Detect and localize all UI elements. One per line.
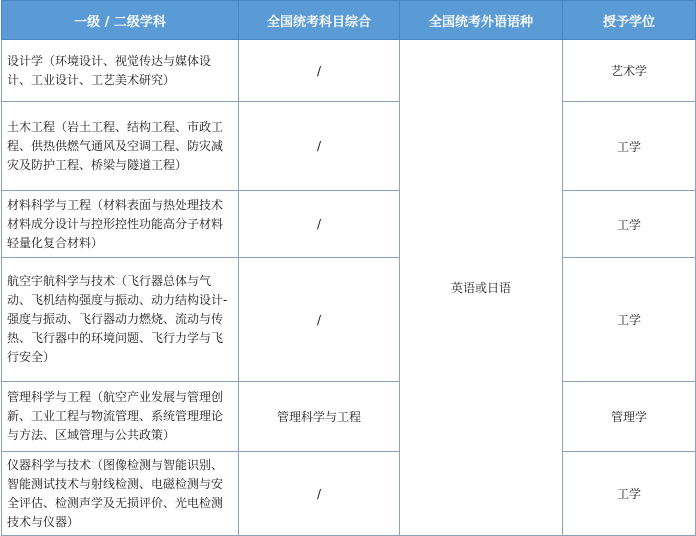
exam-cell: / xyxy=(239,102,400,191)
degree-cell: 管理学 xyxy=(563,382,696,452)
degree-cell: 工学 xyxy=(563,191,696,258)
header-degree: 授予学位 xyxy=(563,1,696,40)
exam-cell: 管理科学与工程 xyxy=(239,382,400,452)
header-exam-subject: 全国统考科目综合 xyxy=(239,1,400,40)
degree-cell: 工学 xyxy=(563,452,696,536)
header-discipline: 一级 / 二级学科 xyxy=(2,1,239,40)
discipline-cell: 土木工程（岩土工程、结构工程、市政工程、供热供燃气通风及空调工程、防灾减灾及防护工程、桥梁与隧道工程） xyxy=(2,102,239,191)
table-row xyxy=(2,382,696,452)
header-foreign-language: 全国统考外语语种 xyxy=(400,1,563,40)
table-row xyxy=(2,452,696,536)
degree-cell: 艺术学 xyxy=(563,40,696,102)
discipline-cell: 材料科学与工程（材料表面与热处理技术材料成分设计与控形控性功能高分子材料轻量化复合材料） xyxy=(2,191,239,258)
exam-cell: / xyxy=(239,191,400,258)
exam-cell: / xyxy=(239,452,400,536)
table-row xyxy=(2,191,696,258)
header-row xyxy=(2,1,696,40)
degree-cell: 工学 xyxy=(563,258,696,382)
degree-cell: 工学 xyxy=(563,102,696,191)
table-row xyxy=(2,40,696,102)
exam-cell: / xyxy=(239,258,400,382)
discipline-cell: 管理科学与工程（航空产业发展与管理创新、工业工程与物流管理、系统管理理论与方法、区域管理与公共政策） xyxy=(2,382,239,452)
table-row xyxy=(2,102,696,191)
program-table xyxy=(1,0,696,536)
discipline-cell: 仪器科学与技术（图像检测与智能识别、智能测试技术与射线检测、电磁检测与安全评估、检测声学及无损评价、光电检测技术与仪器） xyxy=(2,452,239,536)
discipline-cell: 航空宇航科学与技术（飞行器总体与气动、飞机结构强度与振动、动力结构设计-强度与振动、飞行器动力燃烧、流动与传热、飞行器中的环境问题、飞行力学与飞行安全） xyxy=(2,258,239,382)
table-row xyxy=(2,258,696,382)
foreign-language-cell: 英语或日语 xyxy=(400,40,563,536)
discipline-cell: 设计学（环境设计、视觉传达与媒体设计、工业设计、工艺美术研究） xyxy=(2,40,239,102)
exam-cell: / xyxy=(239,40,400,102)
